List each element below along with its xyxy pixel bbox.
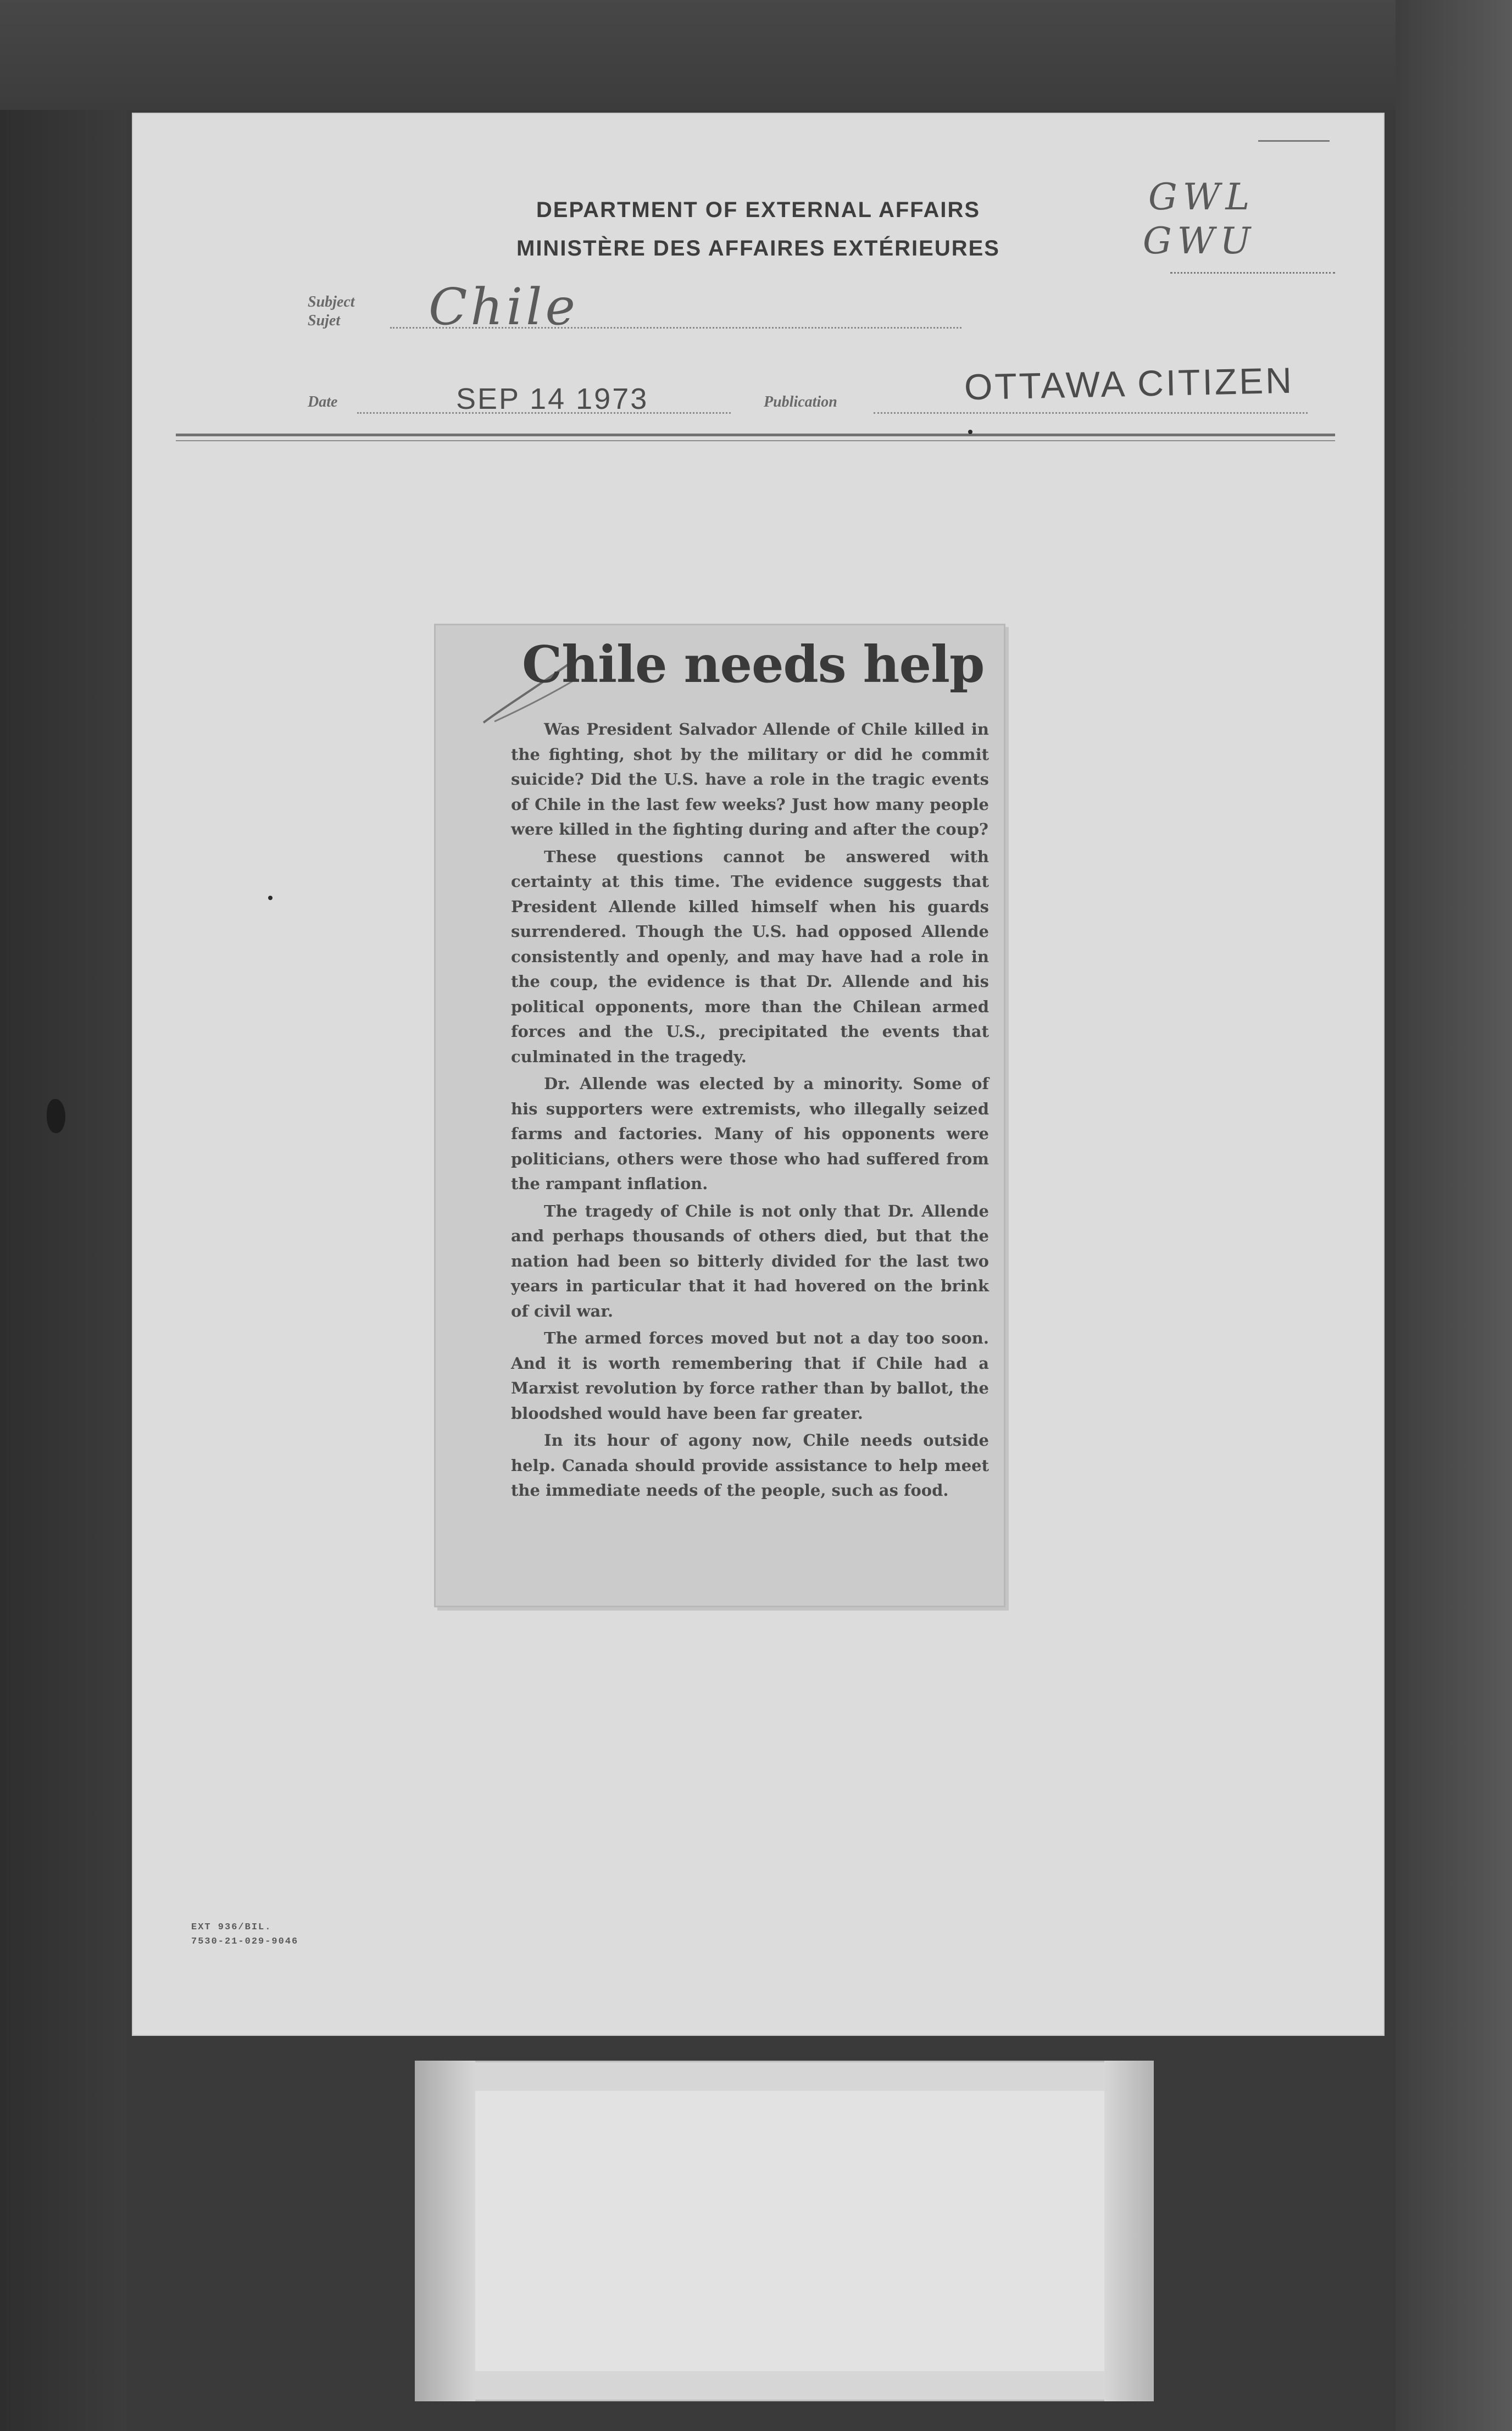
date-dotted-line <box>357 412 731 414</box>
department-name-fr: MINISTÈRE DES AFFAIRES EXTÉRIEURES <box>516 236 1000 260</box>
publication-label: Publication <box>764 393 837 410</box>
article-paragraph: These questions cannot be answered with certainty at this time. The evidence suggests that President Allende killed himself when his guards surrendered. Though the U.S. had opposed Allende consistently and openly, and may have had a role in the coup, the evidence is that Dr. Allende and his political opponents, more than the Chilean armed forces and the U.S., precipitated the events that culminated in the tragedy. <box>511 847 989 1066</box>
card-inner-panel <box>475 2091 1104 2371</box>
clipping-form-sheet <box>132 113 1385 2036</box>
speck <box>268 896 273 900</box>
next-page-card <box>415 2061 1154 2401</box>
header-divider <box>176 434 1335 436</box>
initials-top-rule <box>1258 140 1330 142</box>
ink-blot <box>47 1099 65 1133</box>
article-headline: Chile needs help <box>522 635 985 694</box>
handwritten-initials-2: GWU <box>1143 220 1257 262</box>
handwritten-initials-1: GWL <box>1148 176 1255 218</box>
article-paragraph: Was President Salvador Allende of Chile killed in the fighting, shot by the military or did he commit suicide? Did the U.S. have a role in the tragic events of Chile in the last few weeks? Just how many people were killed in the fighting during and after the coup? <box>511 720 989 839</box>
subject-dotted-line <box>390 327 961 329</box>
header-divider-thin <box>176 440 1335 441</box>
publication-dotted-line <box>874 412 1308 414</box>
article-paragraph: The armed forces moved but not a day too soon. And it is worth remembering that if Chile had a Marxist revolution by force rather than by ballot, the bloodshed would have been far greater. <box>511 1329 989 1423</box>
date-label: Date <box>308 393 338 410</box>
initials-rule <box>1170 272 1335 274</box>
date-stamp: SEP 14 1973 <box>456 382 649 415</box>
article-paragraph: In its hour of agony now, Chile needs outside help. Canada should provide assistance to help meet the immediate needs of the people, such as food. <box>511 1431 989 1500</box>
subject-label: Subject Sujet <box>308 293 355 329</box>
department-name-en: DEPARTMENT OF EXTERNAL AFFAIRS <box>536 198 981 222</box>
article-body <box>511 717 989 1506</box>
publication-stamp: OTTAWA CITIZEN <box>964 359 1294 408</box>
newspaper-clipping <box>434 624 1005 1607</box>
film-backdrop-top <box>0 0 1512 110</box>
article-paragraph: The tragedy of Chile is not only that Dr. Allende and perhaps thousands of others died, but that the nation had been so bitterly divided for the last two years in particular that it had hovered on the brink of civil war. <box>511 1201 989 1320</box>
film-backdrop-right <box>1396 0 1512 2431</box>
speck <box>968 430 972 434</box>
card-right-edge <box>1104 2061 1154 2401</box>
film-backdrop-left <box>0 0 126 2431</box>
article-paragraph: Dr. Allende was elected by a minority. Some of his supporters were extremists, who illegally seized farms and factories. Many of his opponents were politicians, others were those who had suffered from the rampant inflation. <box>511 1074 989 1193</box>
card-left-edge <box>415 2061 475 2401</box>
form-code: EXT 936/BIL. 7530-21-029-9046 <box>191 1922 299 1947</box>
subject-handwritten-value: Chile <box>429 277 579 336</box>
